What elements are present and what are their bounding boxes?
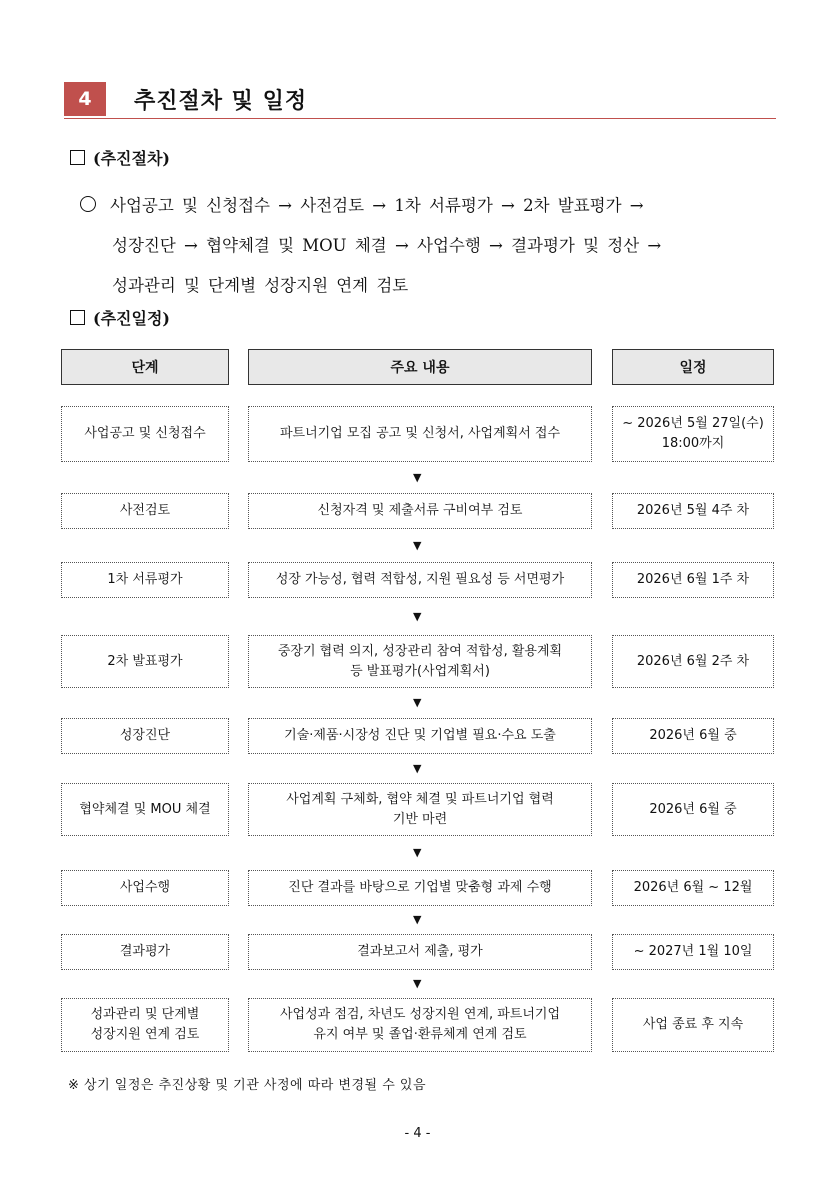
stage-cell: 1차 서류평가 [61,562,229,598]
down-arrow-icon: ▼ [413,609,422,623]
date-cell: 2026년 6월 1주 차 [612,562,774,598]
procedure-heading-text: (추진절차) [93,149,170,168]
checkbox-square-icon [70,310,85,325]
stage-cell: 2차 발표평가 [61,635,229,688]
content-cell: 기술·제품·시장성 진단 및 기업별 필요·수요 도출 [248,718,592,754]
content-cell: 사업성과 점검, 차년도 성장지원 연계, 파트너기업 유지 여부 및 졸업·환류체계 연계 검토 [248,998,592,1052]
page-number: - 4 - [404,1126,431,1141]
section-header [64,82,776,119]
procedure-line: 성장진단 → 협약체결 및 MOU 체결 → 사업수행 → 결과평가 및 정산 → [112,236,662,255]
date-cell: ~ 2026년 5월 27일(수) 18:00까지 [612,406,774,462]
date-cell: 사업 종료 후 지속 [612,998,774,1052]
procedure-line: 사업공고 및 신청접수 → 사전검토 → 1차 서류평가 → 2차 발표평가 → [80,186,780,226]
stage-cell: 협약체결 및 MOU 체결 [61,783,229,836]
down-arrow-icon: ▼ [413,696,422,709]
header-stage: 단계 [61,349,229,385]
procedure-line: 성과관리 및 단계별 성장지원 연계 검토 [112,276,409,295]
stage-cell: 성장진단 [61,718,229,754]
circle-bullet-icon [80,196,96,212]
date-cell: 2026년 6월 2주 차 [612,635,774,688]
stage-cell: 사전검토 [61,493,229,529]
down-arrow-icon: ▼ [413,761,422,775]
content-cell: 성장 가능성, 협력 적합성, 지원 필요성 등 서면평가 [248,562,592,598]
stage-cell: 성과관리 및 단계별 성장지원 연계 검토 [61,998,229,1052]
header-content: 주요 내용 [248,349,592,385]
content-cell: 진단 결과를 바탕으로 기업별 맞춤형 과제 수행 [248,870,592,906]
content-cell: 파트너기업 모집 공고 및 신청서, 사업계획서 접수 [248,406,592,462]
stage-cell: 사업수행 [61,870,229,906]
date-cell: 2026년 5월 4주 차 [612,493,774,529]
schedule-note: ※ 상기 일정은 추진상황 및 기관 사정에 따라 변경될 수 있음 [68,1078,427,1093]
section-number-badge: 4 [64,82,106,116]
content-cell: 결과보고서 제출, 평가 [248,934,592,970]
stage-cell: 결과평가 [61,934,229,970]
date-cell: 2026년 6월 중 [612,783,774,836]
down-arrow-icon: ▼ [413,913,422,926]
down-arrow-icon: ▼ [413,846,422,859]
date-cell: ~ 2027년 1월 10일 [612,934,774,970]
schedule-heading-text: (추진일정) [93,309,170,328]
checkbox-square-icon [70,150,85,165]
content-cell: 중장기 협력 의지, 성장관리 참여 적합성, 활용계획 등 발표평가(사업계획서) [248,635,592,688]
procedure-bullet [80,186,780,306]
schedule-heading [70,306,170,329]
down-arrow-icon: ▼ [413,470,422,484]
content-cell: 신청자격 및 제출서류 구비여부 검토 [248,493,592,529]
content-cell: 사업계획 구체화, 협약 체결 및 파트너기업 협력 기반 마련 [248,783,592,836]
date-cell: 2026년 6월 중 [612,718,774,754]
stage-cell: 사업공고 및 신청접수 [61,406,229,462]
header-date: 일정 [612,349,774,385]
section-title: 추진절차 및 일정 [134,89,308,114]
down-arrow-icon: ▼ [413,977,422,990]
date-cell: 2026년 6월 ~ 12월 [612,870,774,906]
down-arrow-icon: ▼ [413,538,422,552]
procedure-heading [70,146,170,169]
